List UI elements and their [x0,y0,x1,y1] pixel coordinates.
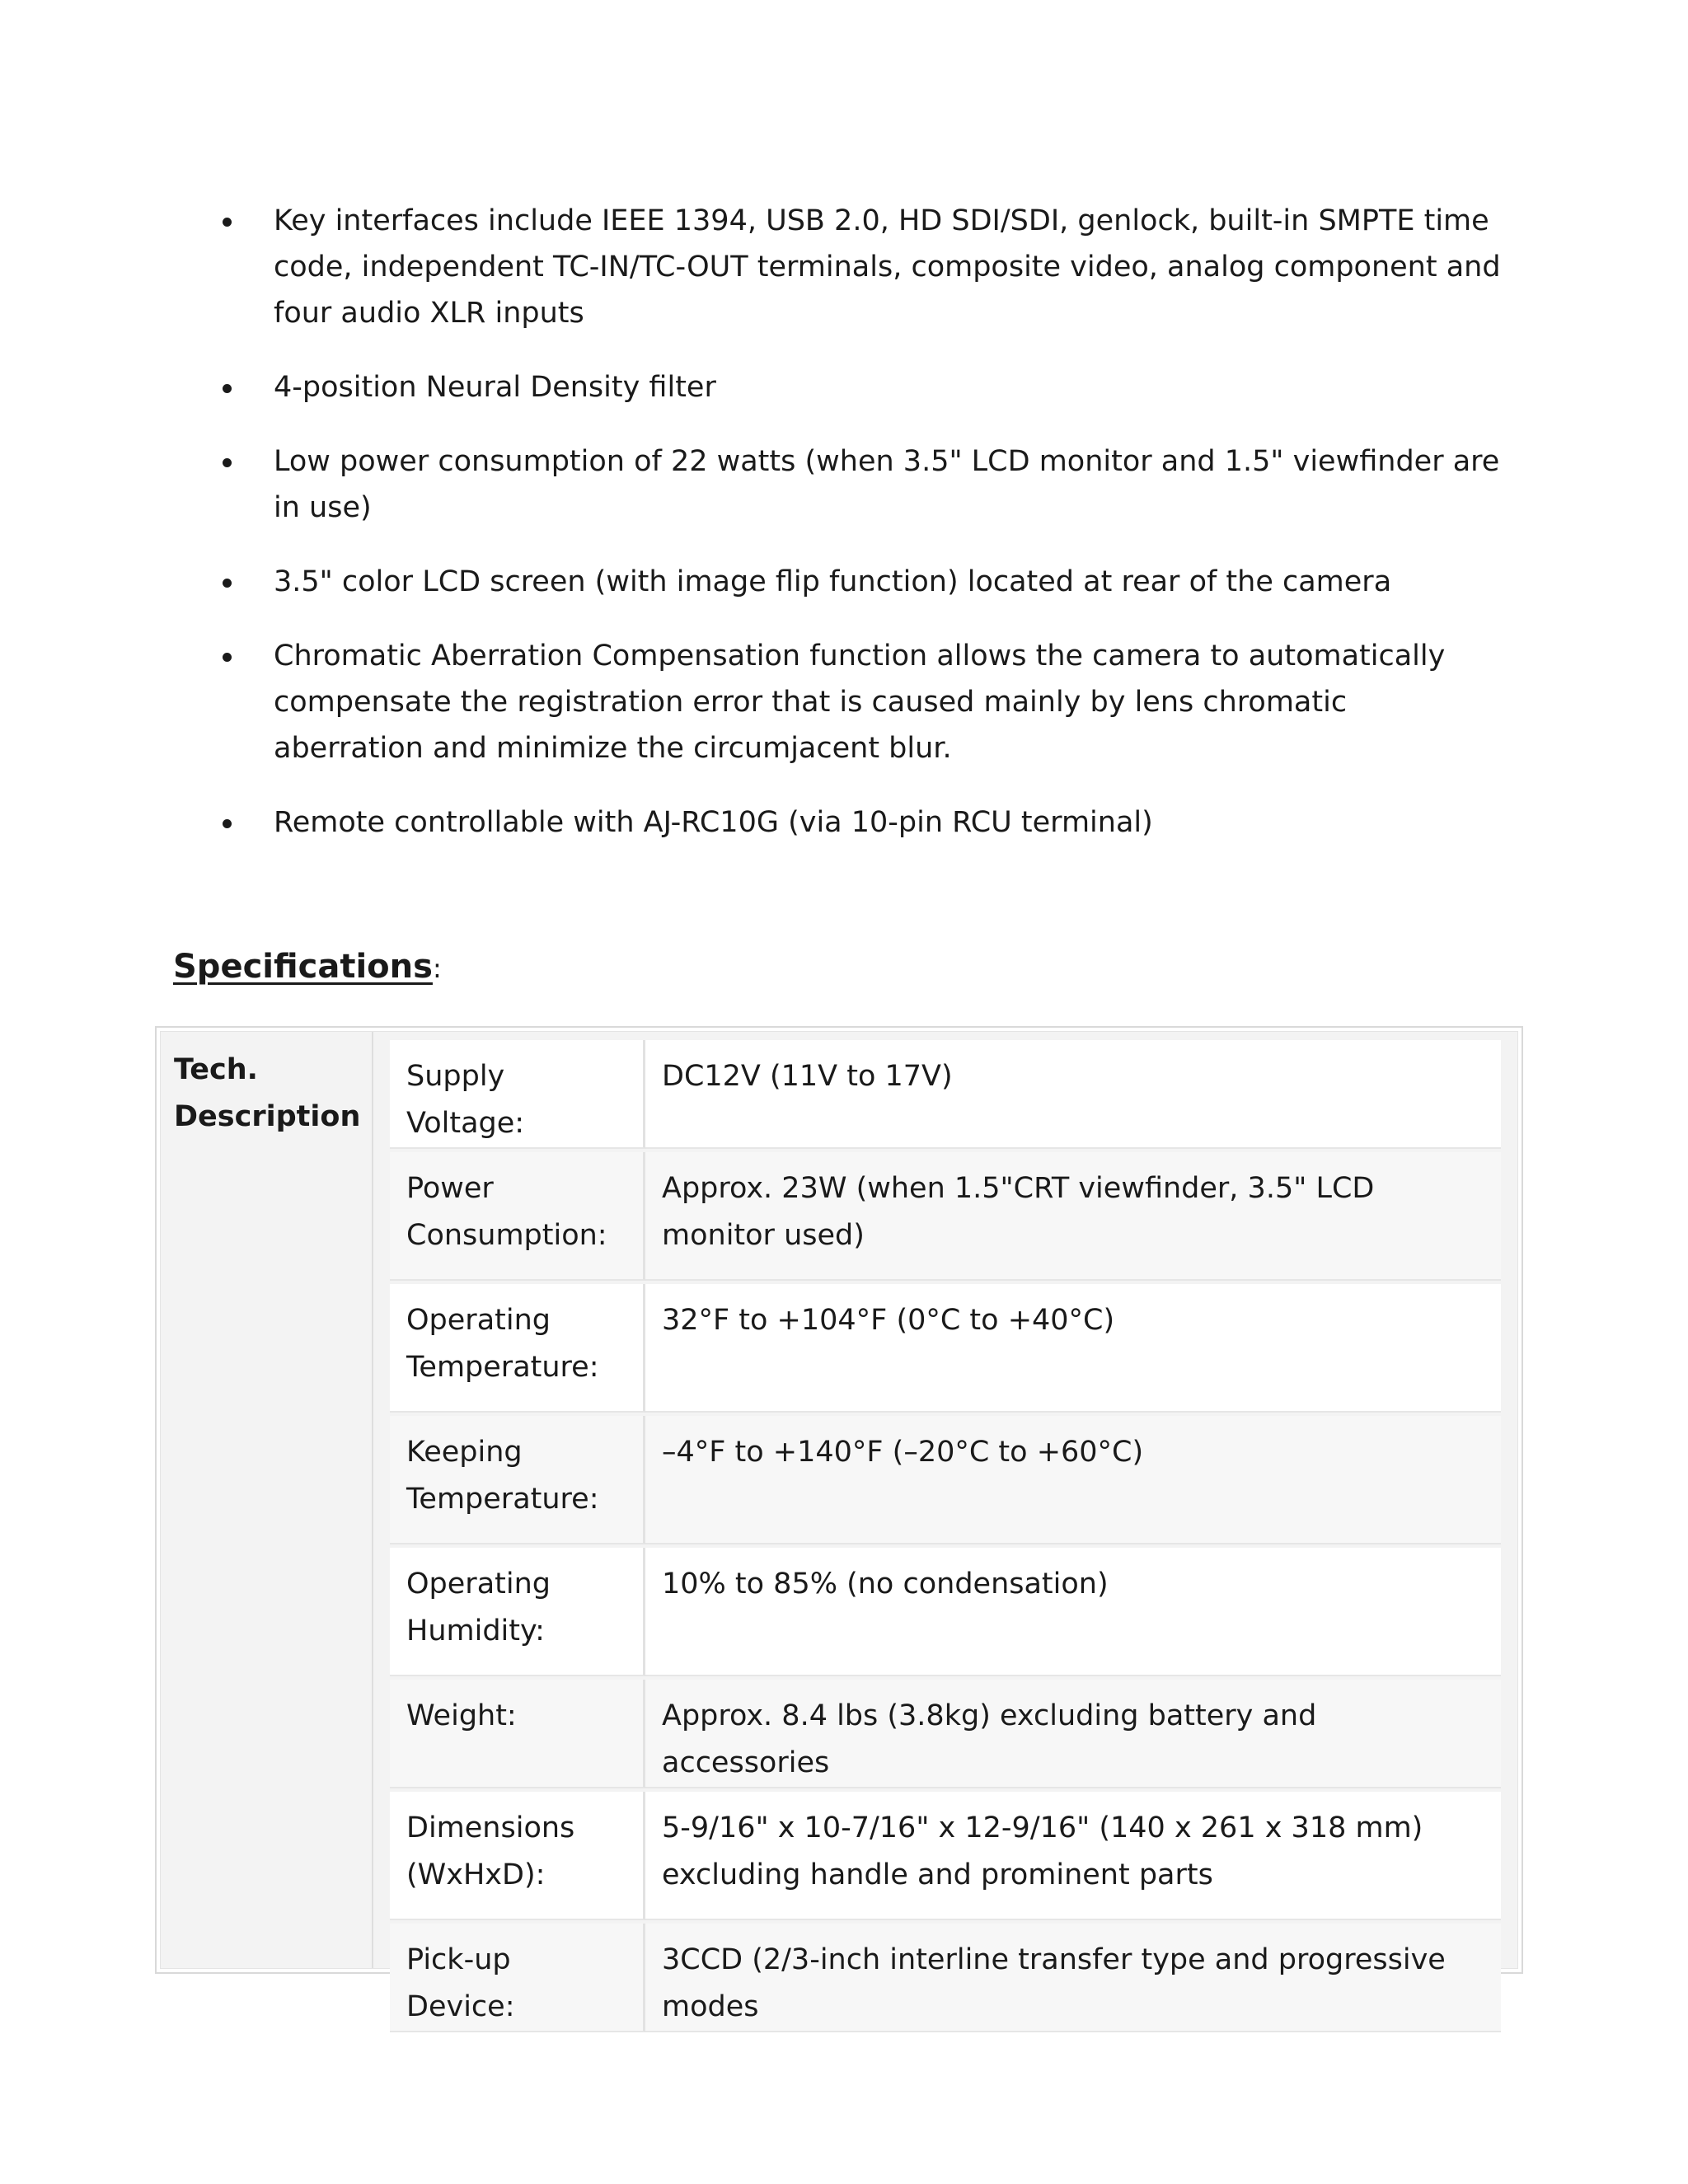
spec-key: Pick-up Device: [390,1924,645,2032]
spec-key: Power Consumption: [390,1152,645,1281]
table-row [390,1924,1501,2032]
spec-detail-table [390,1037,1501,2036]
specifications-heading: Specifications: [173,948,442,986]
spec-key: Operating Humidity: [390,1548,645,1676]
table-row [390,1680,1501,1788]
bullet-icon [223,579,232,588]
spec-value: –4°F to +140°F (–20°C to +60°C) [645,1416,1501,1544]
table-row [390,1792,1501,1920]
feature-list [216,198,1502,874]
category-label-line1: Tech. [174,1053,258,1086]
list-item: 4-position Neural Density filter [216,364,1502,410]
bullet-icon [223,384,232,393]
spec-key: Operating Temperature: [390,1284,645,1413]
table-row [390,1548,1501,1676]
list-item: Chromatic Aberration Compensation function allows the camera to automatically compensate the registration error that is caused mainly by lens chromatic aberration and minimize the circumjacent blur. [216,633,1502,771]
table-row [390,1152,1501,1281]
specifications-table [155,1026,1523,2023]
spec-key: Dimensions (WxHxD): [390,1792,645,1920]
spec-detail-cell [373,1032,1517,2023]
spec-value: DC12V (11V to 17V) [645,1040,1501,1149]
category-cell [161,1032,373,1968]
list-item: Remote controllable with AJ-RC10G (via 10-pin RCU terminal) [216,799,1502,846]
bullet-icon [223,653,232,662]
bullet-icon [223,819,232,828]
list-item: 3.5" color LCD screen (with image flip function) located at rear of the camera [216,559,1502,605]
spec-value: Approx. 8.4 lbs (3.8kg) excluding battery and accessories [645,1680,1501,1788]
spec-key: Weight: [390,1680,645,1788]
category-label-line2: Description [174,1100,361,1133]
bullet-icon [223,218,232,227]
table-row [390,1284,1501,1413]
spec-value: 10% to 85% (no condensation) [645,1548,1501,1676]
spec-value: 3CCD (2/3-inch interline transfer type and progressive modes [645,1924,1501,2032]
specifications-table-body [160,1031,1518,2023]
table-row [390,1040,1501,1149]
spec-value: 5-9/16" x 10-7/16" x 12-9/16" (140 x 261 x 318 mm) excluding handle and prominent parts [645,1792,1501,1920]
spec-key: Keeping Temperature: [390,1416,645,1544]
bullet-icon [223,458,232,467]
spec-value: 32°F to +104°F (0°C to +40°C) [645,1284,1501,1413]
spec-value: Approx. 23W (when 1.5"CRT viewfinder, 3.5" LCD monitor used) [645,1152,1501,1281]
list-item: Key interfaces include IEEE 1394, USB 2.0, HD SDI/SDI, genlock, built-in SMPTE time code, independent TC-IN/TC-OUT terminals, composite video, analog component and four audio XLR inputs [216,198,1502,336]
spec-key: Supply Voltage: [390,1040,645,1149]
list-item: Low power consumption of 22 watts (when 3.5" LCD monitor and 1.5" viewfinder are in use) [216,438,1502,531]
table-row [390,1416,1501,1544]
